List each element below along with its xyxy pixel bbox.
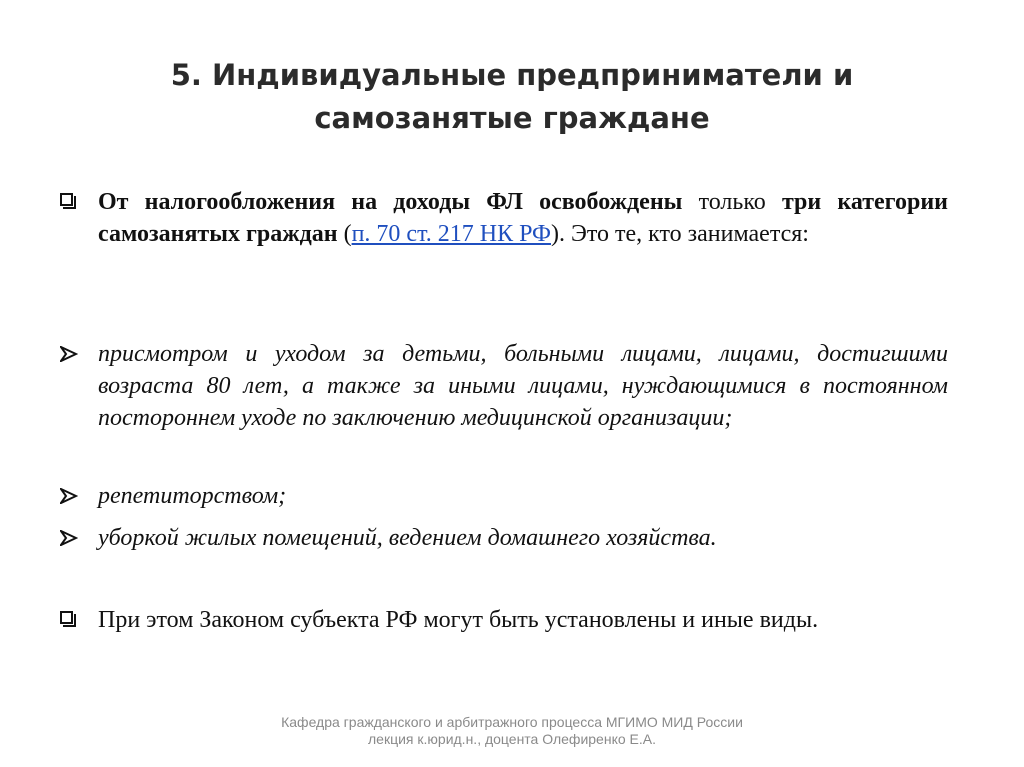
intro-bullet bbox=[60, 186, 948, 250]
intro-bold-1: От налогообложения на доходы ФЛ освобождены bbox=[98, 189, 683, 215]
checkbox-bullet-icon bbox=[60, 611, 76, 627]
category-text: репетиторством; bbox=[98, 483, 287, 509]
outro-text: При этом Законом субъекта РФ могут быть установлены и иные виды. bbox=[98, 607, 819, 633]
arrow-bullet-icon bbox=[60, 522, 84, 554]
arrow-bullet-icon bbox=[60, 338, 84, 370]
intro-normal-1: только bbox=[682, 189, 782, 215]
checkbox-bullet-icon bbox=[60, 193, 76, 209]
outro-bullet bbox=[60, 604, 948, 636]
category-item bbox=[60, 480, 948, 512]
arrow-bullet-icon bbox=[60, 480, 84, 512]
footer bbox=[0, 714, 1024, 748]
slide-title bbox=[0, 54, 1024, 140]
slide-title-line-1: 5. Индивидуальные предприниматели и bbox=[170, 58, 854, 92]
intro-text bbox=[98, 186, 948, 250]
footer-line-1: Кафедра гражданского и арбитражного процесса МГИМО МИД России bbox=[281, 714, 743, 730]
category-item bbox=[60, 338, 948, 434]
intro-bold-2: три категории самозанятых граждан bbox=[98, 189, 948, 247]
category-text: уборкой жилых помещений, ведением домашнего хозяйства. bbox=[98, 525, 717, 551]
footer-line-2: лекция к.юрид.н., доцента Олефиренко Е.А. bbox=[368, 731, 656, 747]
tax-code-link[interactable]: п. 70 ст. 217 НК РФ bbox=[351, 221, 551, 247]
category-text: присмотром и уходом за детьми, больными лицами, лицами, достигшими возраста 80 лет, а также за иными лицами, нуждающимися в постоянном постороннем уходе по заключению медицинской организации; bbox=[98, 341, 948, 431]
intro-paren-open: ( bbox=[337, 221, 352, 247]
intro-after-link: ). Это те, кто занимается: bbox=[551, 221, 809, 247]
slide-title-line-2: самозанятые граждане bbox=[314, 101, 710, 135]
category-item bbox=[60, 522, 948, 554]
